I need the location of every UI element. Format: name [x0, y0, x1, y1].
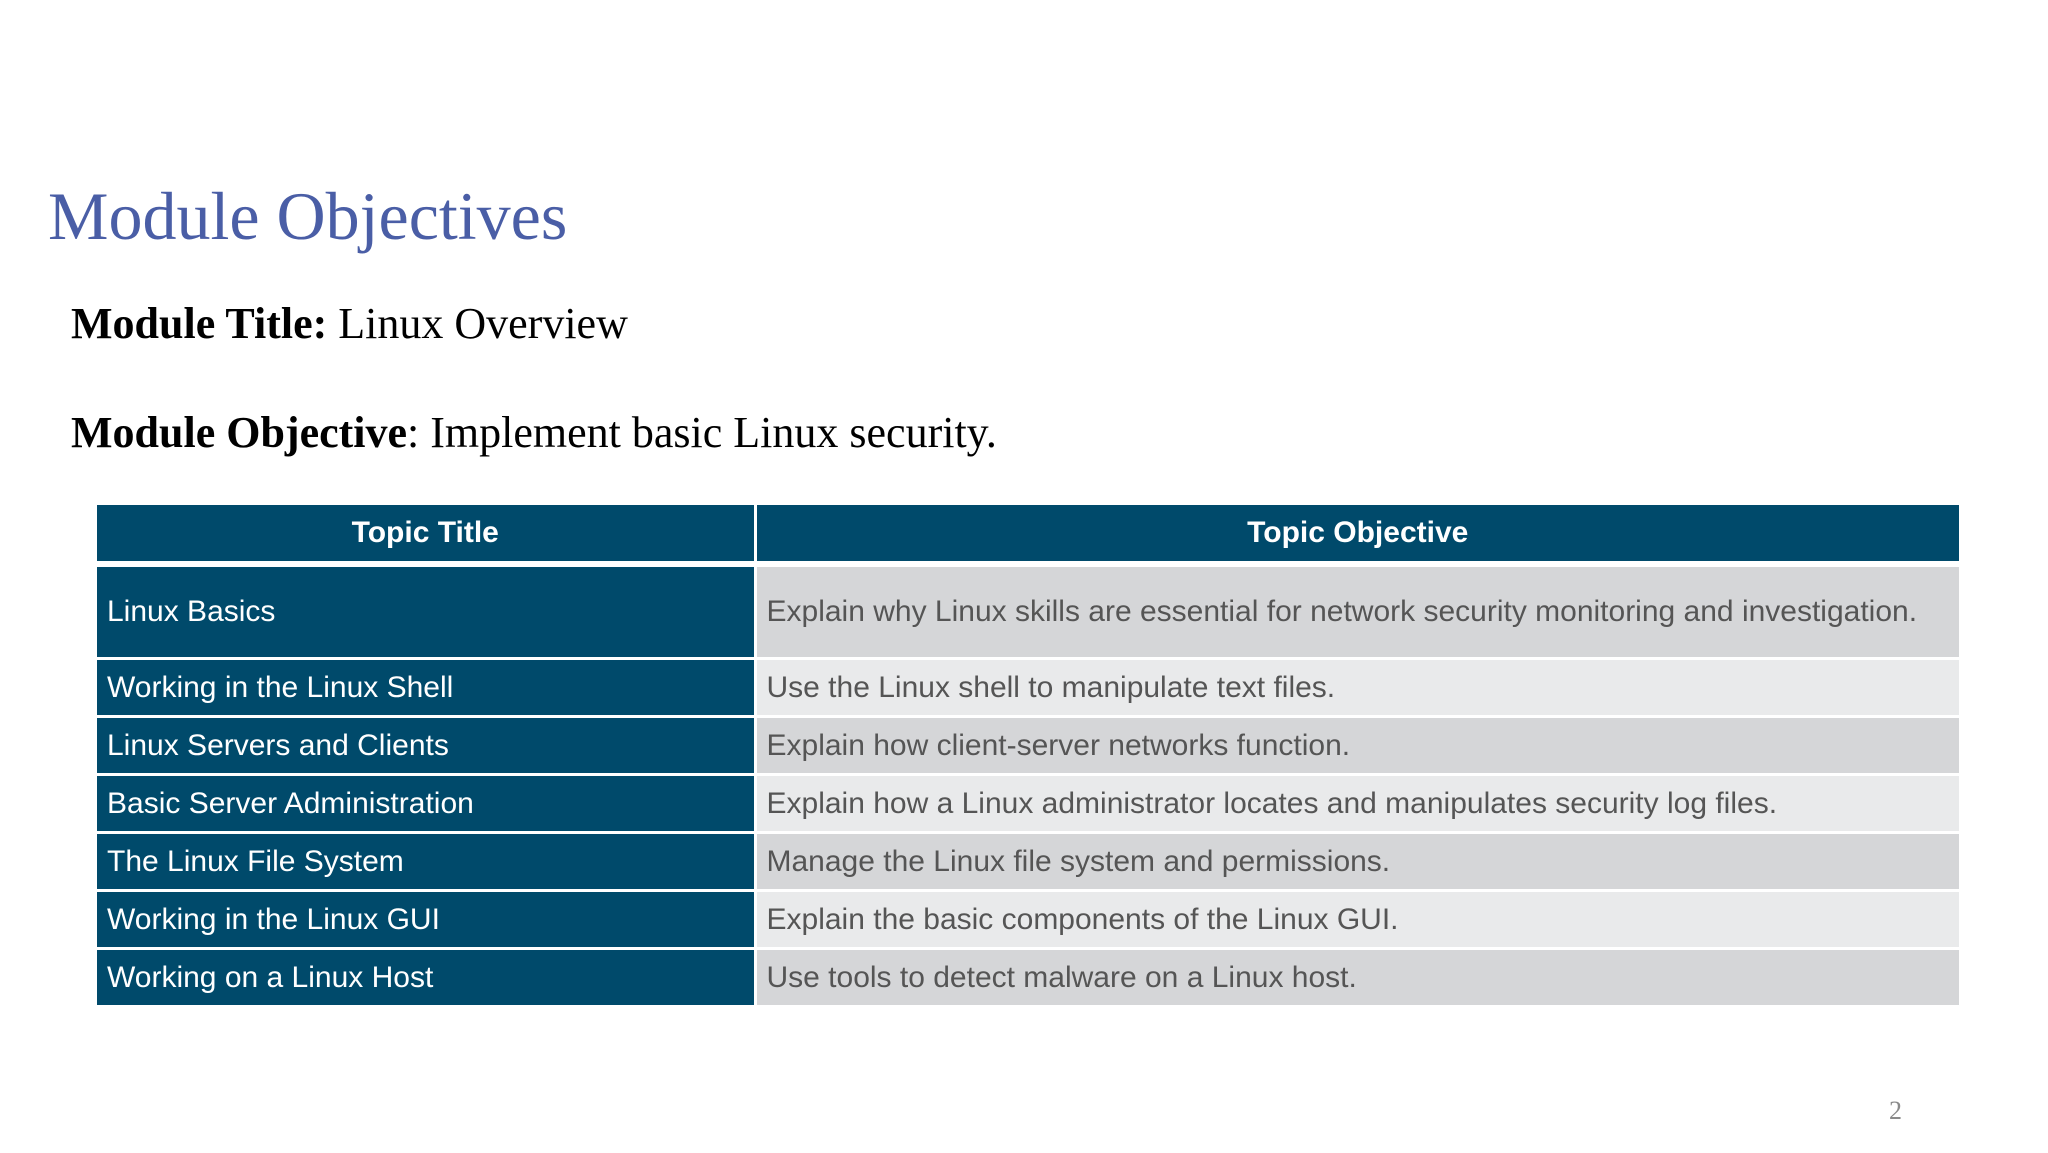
page-number: 2 [1889, 1096, 1902, 1125]
topic-objective-cell: Manage the Linux file system and permissions. [755, 833, 1959, 891]
table-row [97, 833, 1959, 891]
topic-objective-cell: Explain how a Linux administrator locates and manipulates security log files. [755, 775, 1959, 833]
topic-title-cell: Linux Servers and Clients [97, 717, 755, 775]
module-title-label: Module Title: [71, 299, 328, 348]
topic-objective-cell: Use tools to detect malware on a Linux host. [755, 949, 1959, 1007]
topic-title-cell: Linux Basics [97, 564, 755, 659]
slide-title: Module Objectives [48, 178, 568, 254]
topic-objective-cell: Explain how client-server networks function. [755, 717, 1959, 775]
topic-title-cell: Working in the Linux GUI [97, 891, 755, 949]
module-objective-line [71, 407, 997, 459]
topic-title-cell: Working on a Linux Host [97, 949, 755, 1007]
topic-objective-cell: Explain the basic components of the Linux GUI. [755, 891, 1959, 949]
topic-objective-cell: Use the Linux shell to manipulate text files. [755, 659, 1959, 717]
table-row [97, 891, 1959, 949]
table-row [97, 659, 1959, 717]
header-topic-objective: Topic Objective [755, 505, 1959, 564]
module-objective-value: : Implement basic Linux security. [407, 408, 997, 457]
module-title-value: Linux Overview [327, 299, 628, 348]
topic-title-cell: The Linux File System [97, 833, 755, 891]
header-topic-title: Topic Title [97, 505, 755, 564]
table-row [97, 949, 1959, 1007]
topic-title-cell: Basic Server Administration [97, 775, 755, 833]
topic-title-cell: Working in the Linux Shell [97, 659, 755, 717]
module-objective-label: Module Objective [71, 408, 408, 457]
table-header-row [97, 505, 1959, 564]
module-title-line [71, 298, 628, 350]
table-row [97, 564, 1959, 659]
table-row [97, 775, 1959, 833]
topic-objective-cell: Explain why Linux skills are essential for network security monitoring and investigation. [755, 564, 1959, 659]
table-row [97, 717, 1959, 775]
topic-objectives-table [97, 505, 1959, 1008]
